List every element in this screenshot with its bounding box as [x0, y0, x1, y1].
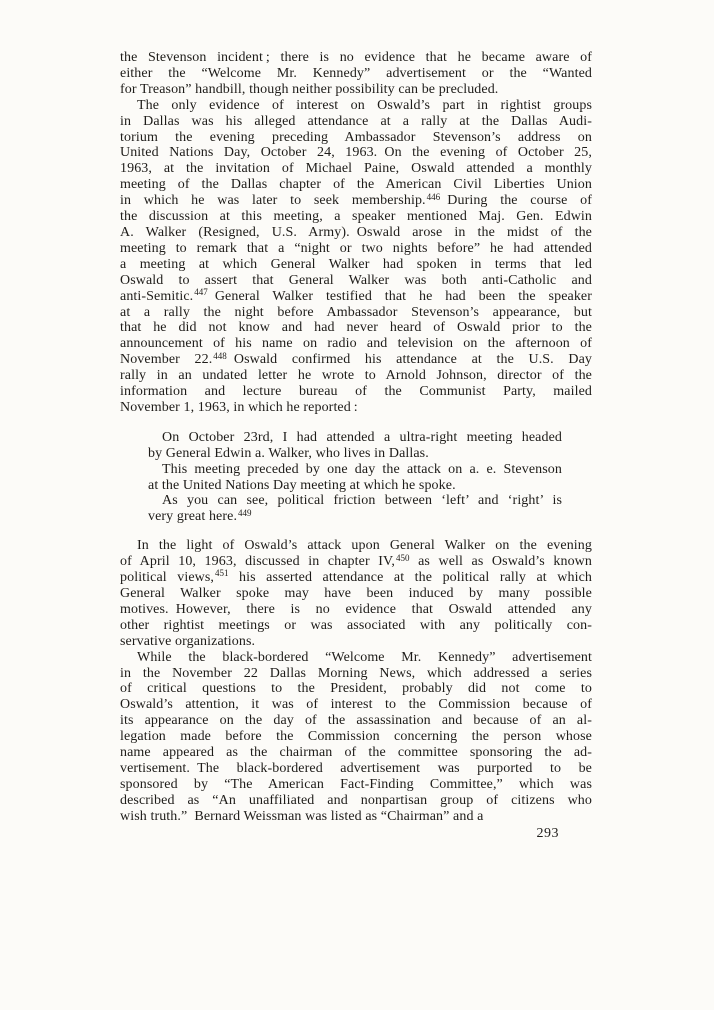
text-line: legation made before the Commission concerning the person whose	[120, 729, 592, 745]
footnote-ref: 448	[213, 350, 227, 361]
text-line: the Stevenson incident ; there is no evidence that he became aware of	[120, 50, 592, 65]
text-line: meeting to remark that a “night or two nights before” he had attended	[120, 240, 592, 256]
quote-paragraph	[148, 462, 562, 494]
text-line: described as “An unaffiliated and nonpartisan group of citizens who	[120, 792, 592, 808]
text-line: As you can see, political friction between ‘left’ and ‘right’ is	[162, 493, 562, 509]
text-line: A. Walker (Resigned, U.S. Army). Oswald arose in the midst of the	[120, 224, 592, 240]
text-line: torium the evening preceding Ambassador Stevenson’s address on	[120, 129, 592, 145]
page-number: 293	[536, 826, 559, 841]
text-line: at the United Nations Day meeting at which he spoke.	[148, 477, 456, 493]
text-line: In the light of Oswald’s attack upon General Walker on the evening	[137, 538, 592, 554]
text-line: its appearance on the day of the assassination and because of an al-	[120, 713, 592, 729]
text-line: other rightist meetings or was associated with any politically con-	[120, 617, 592, 633]
text-line: This meeting preceded by one day the attack on a. e. Stevenson	[162, 461, 562, 477]
paragraph	[120, 650, 592, 825]
text-line: either the “Welcome Mr. Kennedy” advertisement or the “Wanted	[120, 65, 592, 81]
text-line: While the black-bordered “Welcome Mr. Kennedy” advertisement	[137, 649, 592, 665]
text-line: Oswald to assert that General Walker was both anti-Catholic and	[120, 272, 592, 288]
text-line: in which he was later to seek membership.$^{446}$ During the course of	[120, 191, 592, 209]
text-line: in Dallas was his alleged attendance at a rally at the Dallas Audi-	[120, 113, 592, 129]
text-line: at a rally the night before Ambassador Stevenson’s appearance, but	[120, 304, 592, 320]
footnote-ref: 451	[215, 568, 229, 579]
text-column	[120, 50, 592, 825]
text-line: by General Edwin a. Walker, who lives in Dallas.	[148, 445, 429, 461]
text-line: anti-Semitic.$^{447}$ General Walker testified that he had been the speaker	[120, 286, 592, 304]
text-line: information and lecture bureau of the Communist Party, mailed	[120, 384, 592, 400]
text-line: General Walker spoke may have been induced by many possible	[120, 586, 592, 601]
paragraph	[120, 50, 592, 98]
footnote-ref: 446	[426, 191, 441, 202]
text-line: 1963, at the invitation of Michael Paine, Oswald attended a monthly	[120, 161, 592, 177]
quote-paragraph	[148, 493, 562, 525]
text-line: name appeared as the chairman of the committee sponsoring the ad-	[120, 745, 592, 761]
text-line: announcement of his name on radio and television on the afternoon of	[120, 336, 592, 352]
text-line: November 1, 1963, in which he reported :	[120, 399, 358, 415]
text-line: Oswald’s attention, it was of interest to the Commission because of	[120, 697, 592, 713]
text-line: in the November 22 Dallas Morning News, which addressed a series	[120, 665, 592, 681]
text-line: for Treason” handbill, though neither possibility can be precluded.	[120, 81, 499, 97]
text-line: wish truth.” Bernard Weissman was listed as “Chairman” and a	[120, 808, 484, 824]
text-line: very great here.$^{449}$	[148, 507, 252, 525]
text-line: vertisement. The black-bordered advertisement was purported to be	[120, 760, 592, 776]
footnote-ref: 450	[396, 552, 410, 563]
paragraph	[120, 538, 592, 649]
text-line: rally in an undated letter he wrote to Arnold Johnson, director of the	[120, 368, 592, 384]
text-line: servative organizations.	[120, 633, 256, 649]
text-line: the discussion at this meeting, a speaker mentioned Maj. Gen. Edwin	[120, 209, 592, 225]
footnote-ref: 447	[194, 286, 208, 297]
text-line: of critical questions to the President, probably did not come to	[120, 681, 592, 697]
text-line: a meeting at which General Walker had spoken in terms that led	[120, 256, 592, 272]
quote-paragraph	[148, 430, 562, 462]
text-line: November 22.$^{448}$ Oswald confirmed his attendance at the U.S. Day	[120, 350, 593, 368]
text-line: motives. However, there is no evidence that Oswald attended any	[120, 601, 592, 617]
text-line: The only evidence of interest on Oswald’s part in rightist groups	[137, 97, 592, 113]
text-line: United Nations Day, October 24, 1963. On the evening of October 25,	[120, 145, 592, 161]
footnote-ref: 449	[238, 507, 252, 518]
text-line: of April 10, 1963, discussed in chapter IV,$^{450}$ as well as Oswald’s known	[120, 552, 592, 570]
text-line: sponsored by “The American Fact-Finding Committee,” which was	[120, 776, 592, 792]
text-line: On October 23rd, I had attended a ultra-right meeting headed	[162, 429, 562, 445]
text-line: meeting of the Dallas chapter of the American Civil Liberties Union	[120, 177, 592, 193]
paragraph	[120, 98, 592, 416]
text-line: political views,$^{451}$ his asserted attendance at the political rally at which	[120, 568, 592, 586]
text-line: that he did not know and had never heard of Oswald prior to the	[120, 320, 592, 336]
